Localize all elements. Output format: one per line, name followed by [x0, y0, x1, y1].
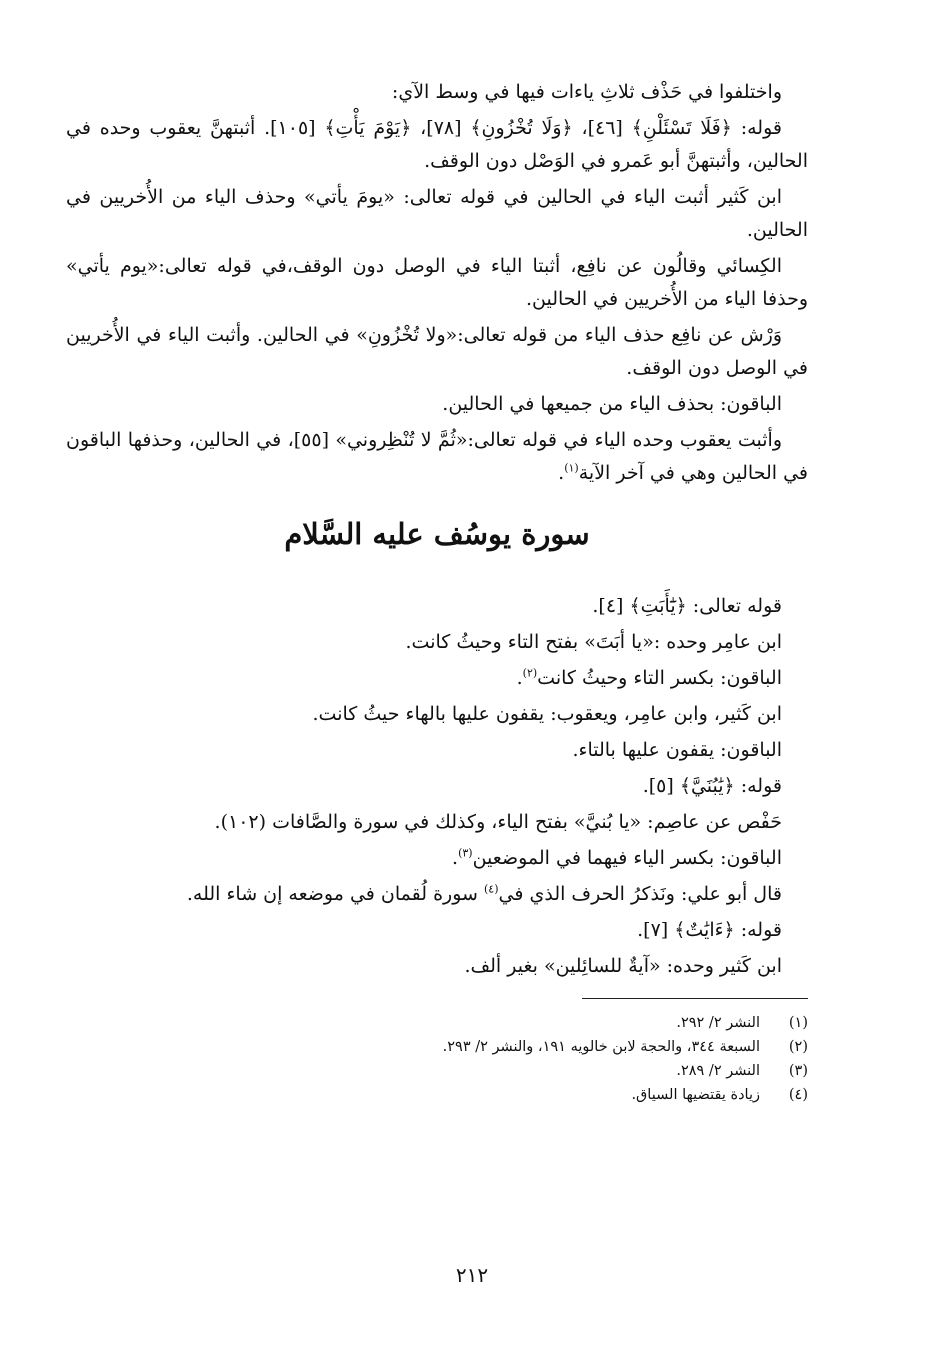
- paragraph: الكِسائي وقالُون عن نافِع، أثبتا الياء في الوصل دون الوقف،في قوله تعالى:«يوم يأتي» وحذفا الياء من الأُخريين في الحالين.: [66, 255, 808, 310]
- paragraph: الباقون: بحذف الياء من جميعها في الحالين.: [442, 393, 782, 415]
- line-tail: .: [516, 667, 523, 689]
- page-body: [66, 76, 808, 1107]
- line-tail: سورة لُقمان في موضعه إن شاء الله.: [186, 883, 484, 905]
- paragraph-with-footnote: [66, 424, 808, 490]
- paragraph-text: وأثبت يعقوب وحده الياء في قوله تعالى:«ثُمَّ لا تُنْظِروني» [٥٥]، في الحالين، وحذفها الباقون في الحالين وهي في آخر الآية: [66, 429, 808, 484]
- paragraph: ابن كَثير أثبت الياء في الحالين في قوله تعالى: «يومَ يأتي» وحذف الياء من الأُخريين في الحالين.: [66, 186, 808, 241]
- footnote-marker[interactable]: (١): [564, 461, 579, 475]
- line-text: قوله: ﴿يَٰبُنَيَّ﴾ [٥].: [642, 775, 782, 797]
- text-line: [66, 912, 808, 948]
- footnote-number: (٢): [788, 1039, 808, 1055]
- text-line: [66, 840, 808, 876]
- footnote-text: النشر ٢/ ٢٩٢.: [676, 1015, 760, 1031]
- line-text: قوله تعالى: ﴿يَٰٓأَبَتِ﴾ [٤].: [592, 595, 782, 617]
- footnote-text: زيادة يقتضيها السياق.: [631, 1087, 760, 1103]
- line-text: الباقون: يقفون عليها بالتاء.: [572, 739, 782, 761]
- line-text: قوله: ﴿ءَايَٰتٌ﴾ [٧].: [637, 919, 782, 941]
- line-text: حَفْص عن عاصِم: «يا بُنيَّ» بفتح الياء، وكذلك في سورة والصَّافات (١٠٢).: [214, 811, 782, 833]
- paragraph: وَرْش عن نافِع حذف الياء من قوله تعالى:«ولا تُخْزُونِ» في الحالين. وأثبت الياء في الأُخريين في الوصل دون الوقف.: [66, 324, 808, 379]
- text-line: [66, 696, 808, 732]
- text-line: [66, 660, 808, 696]
- paragraph-tail: .: [558, 462, 565, 484]
- line-text: ابن كَثير، وابن عامِر، ويعقوب: يقفون عليها بالهاء حيثُ كانت.: [312, 703, 782, 725]
- footnote: [66, 1035, 808, 1059]
- line-text: قال أبو علي: ونَذكرُ الحرف الذي في: [498, 883, 782, 905]
- footnote-number: (١): [788, 1015, 808, 1031]
- text-line: [66, 768, 808, 804]
- surah-title: سورة يوسُف عليه السَّلام: [284, 517, 590, 551]
- text-line: [66, 948, 808, 984]
- footnote-marker[interactable]: (٤): [484, 882, 499, 896]
- text-line: [66, 588, 808, 624]
- footnote-text: السبعة ٣٤٤، والحجة لابن خالويه ١٩١، والنشر ٢/ ٢٩٣.: [442, 1039, 760, 1055]
- line-text: الباقون: بكسر الياء فيهما في الموضعين: [472, 847, 782, 869]
- line-text: ابن كَثير وحده: «آيةٌ للسائِلين» بغير ألف.: [464, 955, 782, 977]
- text-line: [66, 804, 808, 840]
- line-tail: .: [452, 847, 459, 869]
- footnote-marker[interactable]: (٢): [522, 666, 538, 680]
- footnote-marker[interactable]: (٣): [458, 846, 473, 860]
- page-number: ٢١٢: [455, 1263, 489, 1287]
- footnotes: [66, 1011, 808, 1107]
- footnote: [66, 1083, 808, 1107]
- footnote-divider: [582, 998, 808, 999]
- surah-lines: [66, 588, 808, 984]
- footnote-number: (٤): [788, 1087, 808, 1103]
- footnote-number: (٣): [788, 1063, 808, 1079]
- footnote: [66, 1011, 808, 1035]
- line-text: الباقون: بكسر التاء وحيثُ كانت: [537, 667, 782, 689]
- text-line: [66, 732, 808, 768]
- text-line: [66, 876, 808, 912]
- text-line: [66, 624, 808, 660]
- footnote: [66, 1059, 808, 1083]
- paragraph: واختلفوا في حَذْف ثلاثِ ياءات فيها في وسط الآي:: [391, 81, 782, 103]
- paragraph: قوله: ﴿فَلَا تَسْئَلْنِ﴾ [٤٦]، ﴿وَلَا تُخْزُونِ﴾ [٧٨]، ﴿يَوْمَ يَأْتِ﴾ [١٠٥]. أثبتهنَّ يعقوب وحده في الحالين، وأثبتهنَّ أبو عَمرو في الوَصْل دون الوقف.: [66, 117, 808, 172]
- footnote-text: النشر ٢/ ٢٨٩.: [676, 1063, 760, 1079]
- line-text: ابن عامِر وحده :«يا أبَتَ» بفتح التاء وحيثُ كانت.: [405, 631, 782, 653]
